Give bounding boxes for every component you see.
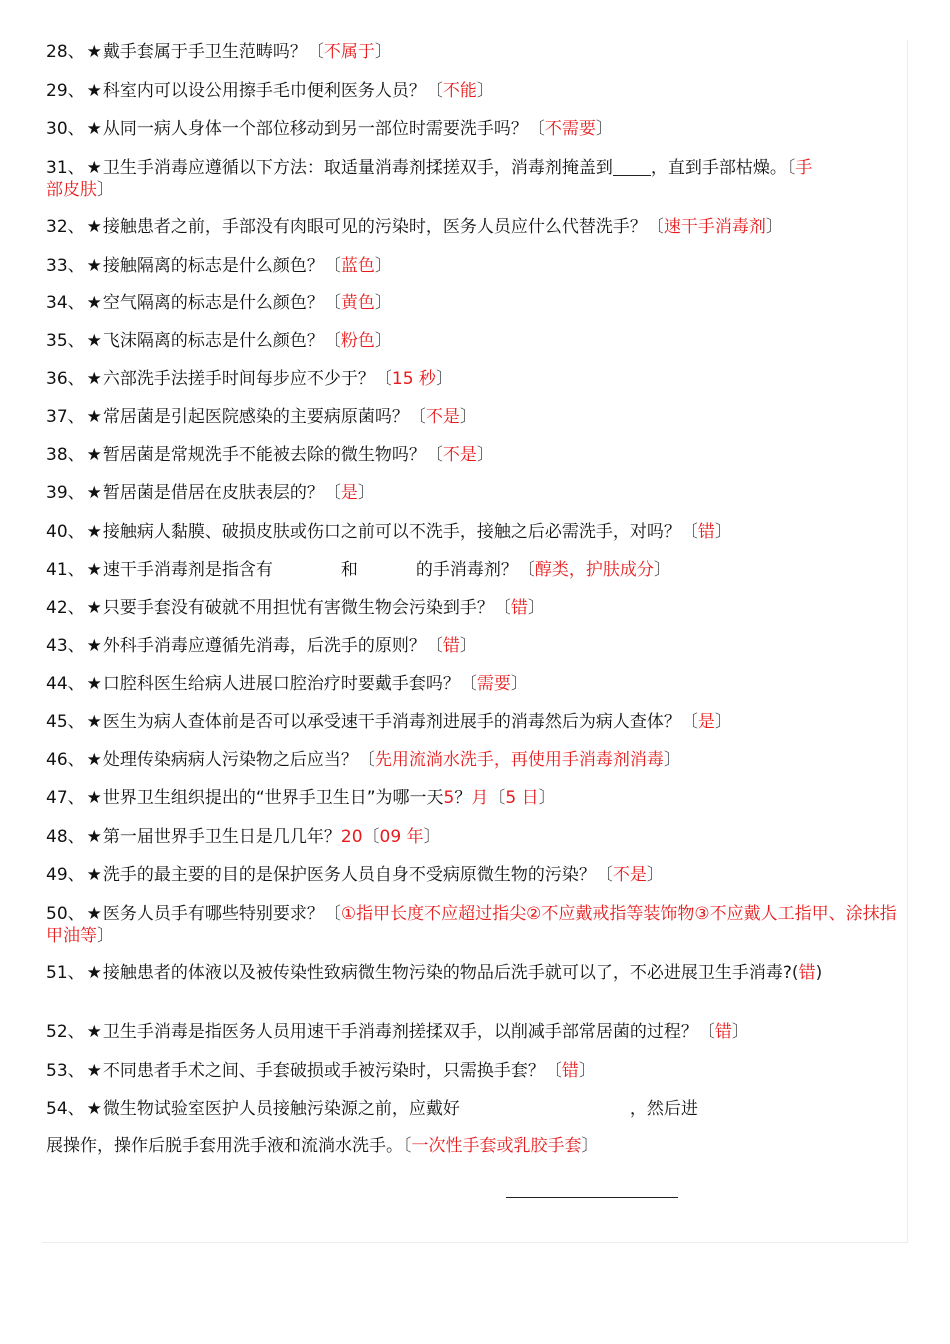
star-icon: ★: [86, 445, 102, 465]
bracket-close: 〕: [731, 1022, 749, 1042]
answer-text: 手: [795, 158, 813, 178]
bracket-close: 〕: [714, 522, 732, 542]
bracket-close: 〕: [714, 712, 732, 732]
bracket-open: 〔: [459, 674, 477, 694]
answer-text: 错: [697, 522, 715, 542]
answer-text: 粉色: [340, 331, 375, 351]
star-icon: ★: [86, 81, 102, 101]
bracket-open: 〔: [488, 788, 506, 808]
bracket-open: (: [791, 963, 799, 983]
answer-text: 需要: [476, 674, 511, 694]
question-42: [46, 597, 908, 619]
question-54: [46, 1098, 908, 1120]
bracket-open: 〔: [527, 119, 545, 139]
bracket-close: 〕: [97, 180, 114, 200]
answer-text: ①指甲长度不应超过指尖②不应戴戒指等装饰物③不应戴人工指甲、涂抹指甲油等: [46, 904, 897, 946]
bracket-open: 〔: [786, 158, 796, 178]
question-text-cont: ，直到手部枯燥。: [650, 158, 787, 178]
bracket-open: 〔: [425, 636, 443, 656]
bracket-open: 〔: [680, 522, 698, 542]
bracket-close: 〕: [527, 598, 545, 618]
bracket-close: 〕: [435, 369, 453, 389]
answer-text: 不需要: [544, 119, 596, 139]
question-number: 47、: [46, 788, 85, 808]
question-text: 暂居菌是常规洗手不能被去除的微生物吗？: [102, 445, 426, 465]
question-number: 28、: [46, 42, 85, 62]
question-number: 36、: [46, 369, 85, 389]
bracket-close: 〕: [476, 445, 494, 465]
question-number: 49、: [46, 865, 85, 885]
answer-year: 09 年: [379, 827, 424, 847]
answer-text: 错: [798, 963, 816, 983]
star-icon: ★: [86, 674, 102, 694]
answer-text: 错: [561, 1061, 579, 1081]
answer-day: 5 日: [505, 788, 539, 808]
question-text: 医生为病人查体前是否可以承受速干手消毒剂进展手的消毒然后为病人查体？: [102, 712, 681, 732]
bottom-rule: [506, 1197, 678, 1198]
star-icon: ★: [86, 598, 102, 618]
question-text: 常居菌是引起医院感染的主要病原菌吗？: [102, 407, 409, 427]
question-text-cont: 展操作，操作后脱手套用洗手液和流淌水洗手。: [46, 1136, 403, 1156]
star-icon: ★: [86, 217, 102, 237]
question-text: 医务人员手有哪些特别要求？: [102, 904, 324, 924]
question-28: [46, 41, 908, 63]
bracket-open: 〔: [408, 407, 426, 427]
question-29: [46, 80, 908, 102]
star-icon: ★: [86, 1099, 102, 1119]
question-number: 52、: [46, 1022, 85, 1042]
question-51: [46, 962, 856, 984]
question-number: 29、: [46, 81, 85, 101]
fill-blank: [613, 157, 651, 176]
bracket-close: 〕: [459, 636, 477, 656]
question-text: 接触患者的体液以及被传染性致病微生物污染的物品后洗手就可以了，不必进展卫生手消毒?: [102, 963, 792, 983]
bracket-close: 〕: [578, 1061, 596, 1081]
question-53: [46, 1060, 908, 1082]
question-text: 暂居菌是借居在皮肤表层的？: [102, 483, 324, 503]
star-icon: ★: [86, 158, 102, 178]
bracket-open: 〔: [680, 712, 698, 732]
bracket-open: 〔: [425, 445, 443, 465]
star-icon: ★: [86, 636, 102, 656]
question-text: 第一届世界手卫生日是几几年？: [102, 827, 341, 847]
answer-text: 黄色: [340, 293, 375, 313]
star-icon: ★: [86, 712, 102, 732]
question-number: 51、: [46, 963, 85, 983]
question-text: 处理传染病病人污染物之后应当？: [102, 750, 358, 770]
question-number: 44、: [46, 674, 85, 694]
star-icon: ★: [86, 788, 102, 808]
question-number: 53、: [46, 1061, 85, 1081]
star-icon: ★: [86, 1061, 102, 1081]
question-mark: ？: [454, 788, 472, 808]
question-number: 31、: [46, 158, 85, 178]
question-number: 35、: [46, 331, 85, 351]
bracket-close: 〕: [538, 788, 556, 808]
bracket-close: 〕: [374, 331, 392, 351]
bracket-open: 〔: [323, 904, 341, 924]
question-text: 微生物试验室医护人员接触污染源之前，应戴好: [102, 1099, 460, 1119]
question-text: 只要手套没有破就不用担忧有害微生物会污染到手？: [102, 598, 494, 618]
star-icon: ★: [86, 407, 102, 427]
bracket-open: 〔: [323, 293, 341, 313]
bracket-open: 〔: [595, 865, 613, 885]
bracket-close: 〕: [423, 827, 441, 847]
answer-text: 不是: [425, 407, 460, 427]
bracket-open: 〔: [493, 598, 511, 618]
question-text-cont: 的手消毒剂？: [415, 560, 518, 580]
star-icon: ★: [86, 963, 102, 983]
question-number: 38、: [46, 445, 85, 465]
question-text-cont: ，然后进: [629, 1099, 698, 1119]
bracket-close: 〕: [459, 407, 477, 427]
question-text: 六部洗手法搓手时间每步应不少于？: [102, 369, 375, 389]
star-icon: ★: [86, 560, 102, 580]
question-33: [46, 255, 908, 277]
answer-text: 醇类，护肤成分: [534, 560, 654, 580]
answer-text: 错: [510, 598, 528, 618]
bracket-close: 〕: [663, 750, 681, 770]
bracket-open: 〔: [403, 1136, 412, 1156]
question-38: [46, 444, 908, 466]
star-icon: ★: [86, 1022, 102, 1042]
question-text: 飞沫隔离的标志是什么颜色？: [102, 331, 324, 351]
star-icon: ★: [86, 483, 102, 503]
bracket-close: ): [815, 963, 823, 983]
star-icon: ★: [86, 256, 102, 276]
bracket-close: 〕: [646, 865, 664, 885]
question-37: [46, 406, 908, 428]
answer-text: 15 秒: [391, 369, 436, 389]
bracket-open: 〔: [697, 1022, 715, 1042]
answer-text-cont: 部皮肤: [46, 180, 97, 200]
bracket-open: 〔: [646, 217, 664, 237]
answer-text: 速干手消毒剂: [663, 217, 766, 237]
question-number: 37、: [46, 407, 85, 427]
question-text: 不同患者手术之间、手套破损或手被污染时，只需换手套？: [102, 1061, 545, 1081]
question-number: 39、: [46, 483, 85, 503]
bracket-close: 〕: [581, 1136, 599, 1156]
question-54-line2: [46, 1135, 908, 1157]
star-icon: ★: [86, 119, 102, 139]
question-35: [46, 330, 908, 352]
answer-text: 不属于: [323, 42, 375, 62]
star-icon: ★: [86, 369, 102, 389]
answer-text: 不是: [442, 445, 477, 465]
question-text-mid: 和: [340, 560, 358, 580]
question-31: [46, 157, 908, 179]
question-44: [46, 673, 908, 695]
answer-month: 月: [471, 788, 489, 808]
question-number: 34、: [46, 293, 85, 313]
question-30: [46, 118, 908, 140]
question-text: 速干手消毒剂是指含有: [102, 560, 273, 580]
bracket-open: 〔: [517, 560, 535, 580]
question-number: 46、: [46, 750, 85, 770]
star-icon: ★: [86, 522, 102, 542]
question-number: 41、: [46, 560, 85, 580]
bracket-close: 〕: [595, 119, 613, 139]
bracket-open: 〔: [374, 369, 392, 389]
question-text: 洗手的最主要的目的是保护医务人员自身不受病原微生物的污染？: [102, 865, 596, 885]
question-number: 54、: [46, 1099, 85, 1119]
answer-text: 错: [714, 1022, 732, 1042]
answer-text: 错: [442, 636, 460, 656]
question-text: 口腔科医生给病人进展口腔治疗时要戴手套吗？: [102, 674, 460, 694]
question-number: 42、: [46, 598, 85, 618]
bracket-close: 〕: [97, 926, 114, 946]
question-text: 接触病人黏膜、破损皮肤或伤口之前可以不洗手，接触之后必需洗手，对吗？: [102, 522, 681, 542]
question-text: 接触患者之前，手部没有肉眼可见的污染时，医务人员应什么代替洗手？: [102, 217, 647, 237]
question-36: [46, 368, 908, 390]
answer-century: 20: [340, 827, 363, 847]
answer-text: 是: [340, 483, 358, 503]
question-text: 空气隔离的标志是什么颜色？: [102, 293, 324, 313]
question-text: 外科手消毒应遵循先消毒，后洗手的原则？: [102, 636, 426, 656]
bracket-close: 〕: [374, 256, 392, 276]
question-number: 43、: [46, 636, 85, 656]
bracket-open: 〔: [306, 42, 324, 62]
question-47: [46, 787, 908, 809]
question-text: 戴手套属于手卫生范畴吗？: [102, 42, 307, 62]
bracket-close: 〕: [374, 42, 392, 62]
star-icon: ★: [86, 750, 102, 770]
answer-text: 一次性手套或乳胶手套: [411, 1136, 582, 1156]
answer-text: 先用流淌水洗手，再使用手消毒剂消毒: [374, 750, 664, 770]
question-31-line2: [46, 179, 908, 201]
answer-text: 不是: [612, 865, 647, 885]
bracket-close: 〕: [374, 293, 392, 313]
question-text: 接触隔离的标志是什么颜色？: [102, 256, 324, 276]
star-icon: ★: [86, 904, 102, 924]
question-45: [46, 711, 908, 733]
answer-month-number: 5: [443, 788, 455, 808]
question-40: [46, 521, 908, 543]
star-icon: ★: [86, 42, 102, 62]
answer-text: 不能: [442, 81, 477, 101]
question-number: 32、: [46, 217, 85, 237]
bracket-open: 〔: [323, 331, 341, 351]
bracket-open: 〔: [544, 1061, 562, 1081]
question-48: [46, 826, 908, 848]
bracket-open: 〔: [323, 256, 341, 276]
question-number: 30、: [46, 119, 85, 139]
question-32: [46, 216, 908, 238]
question-number: 45、: [46, 712, 85, 732]
star-icon: ★: [86, 293, 102, 313]
star-icon: ★: [86, 865, 102, 885]
question-41: [46, 559, 908, 581]
star-icon: ★: [86, 331, 102, 351]
question-46: [46, 749, 908, 771]
question-52: [46, 1021, 908, 1043]
question-34: [46, 292, 908, 314]
question-text: 世界卫生组织提出的“世界手卫生日”为哪一天: [102, 788, 444, 808]
question-43: [46, 635, 908, 657]
bracket-open: 〔: [323, 483, 341, 503]
bracket-open: 〔: [362, 827, 380, 847]
question-text: 卫生手消毒是指医务人员用速干手消毒剂搓揉双手，以削减手部常居菌的过程？: [102, 1022, 698, 1042]
bracket-close: 〕: [357, 483, 375, 503]
question-text: 卫生手消毒应遵循以下方法：取适量消毒剂揉搓双手，消毒剂掩盖到: [102, 158, 613, 178]
question-text: 从同一病人身体一个部位移动到另一部位时需要洗手吗？: [102, 119, 528, 139]
answer-text: 是: [697, 712, 715, 732]
question-number: 40、: [46, 522, 85, 542]
question-number: 50、: [46, 904, 85, 924]
bracket-close: 〕: [653, 560, 671, 580]
bracket-close: 〕: [476, 81, 494, 101]
question-text: 科室内可以设公用擦手毛巾便利医务人员？: [102, 81, 426, 101]
question-50: [46, 903, 908, 947]
answer-text: 蓝色: [340, 256, 375, 276]
bracket-close: 〕: [510, 674, 528, 694]
question-49: [46, 864, 908, 886]
question-number: 48、: [46, 827, 85, 847]
question-number: 33、: [46, 256, 85, 276]
bracket-open: 〔: [357, 750, 375, 770]
bracket-open: 〔: [425, 81, 443, 101]
star-icon: ★: [86, 827, 102, 847]
question-39: [46, 482, 908, 504]
bracket-close: 〕: [765, 217, 783, 237]
